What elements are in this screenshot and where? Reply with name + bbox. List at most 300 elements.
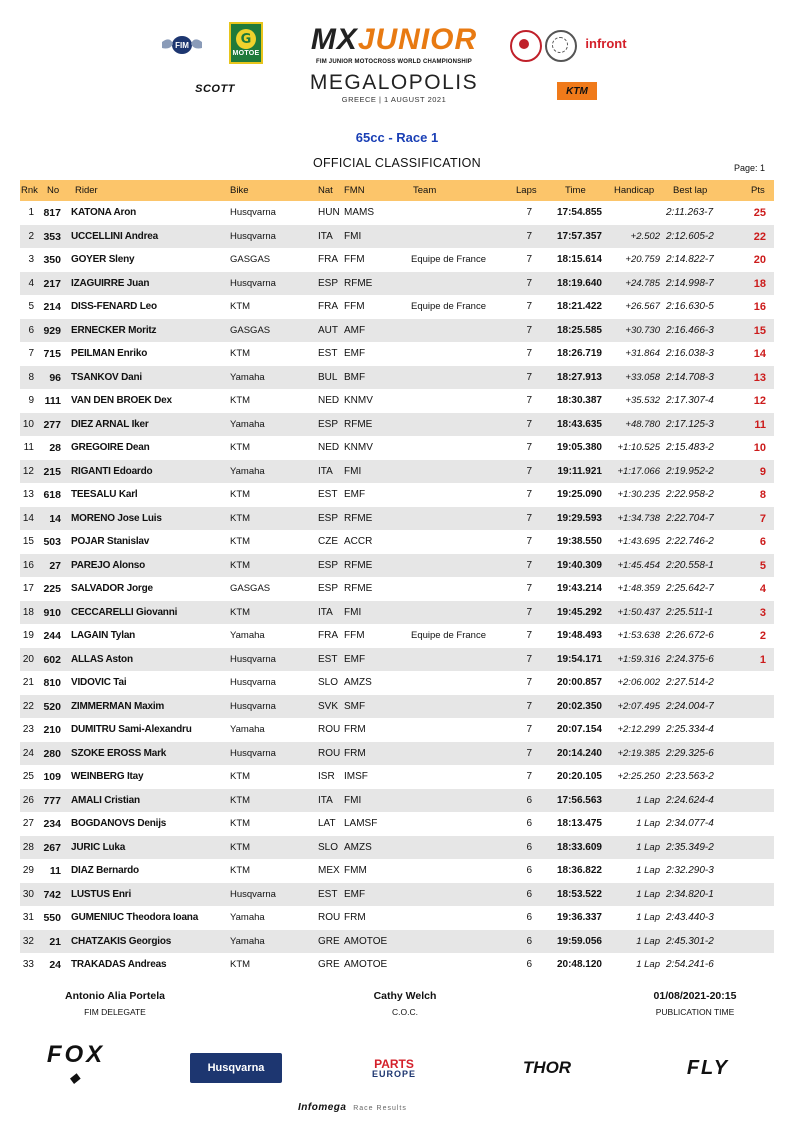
cell-rank: 32 [22,935,34,947]
cell-laps: 7 [526,277,532,289]
cell-bike: KTM [230,606,251,618]
cell-laps: 7 [526,677,532,688]
fox-logo [40,1040,112,1086]
cell-number: 109 [43,771,61,783]
cell-fmn: AMOTOE [344,935,388,947]
cell-handicap: +1:48.359 [617,583,660,594]
cell-rank: 10 [22,418,34,430]
cell-handicap: +33.058 [625,371,660,383]
cell-best-lap: 2:25.642-7 [666,583,714,594]
cell-number: 217 [43,277,61,290]
cell-best-lap: 2:16.038-3 [666,348,714,359]
cell-nationality: SLO [318,841,339,853]
cell-rider: PAREJO Alonso [71,559,146,571]
cell-rank: 30 [22,888,34,900]
cell-rank: 24 [22,747,34,759]
cell-bike: KTM [230,771,251,782]
cell-fmn: FMI [344,794,362,806]
cell-bike: Yamaha [230,724,265,735]
cell-number: 742 [43,888,61,901]
fly-racing-logo [662,1052,754,1084]
cell-time: 19:48.493 [556,630,602,641]
col-no: No [47,185,60,196]
cell-laps: 6 [526,912,532,923]
cell-bike: GASGAS [230,324,271,336]
cell-number: 929 [43,324,61,337]
cell-fmn: EMF [344,489,366,500]
cell-bike: Husqvarna [230,277,276,289]
cell-laps: 7 [526,348,532,359]
cell-fmn: RFME [344,583,373,594]
cell-time: 18:19.640 [556,277,602,289]
cell-number: 550 [43,912,61,924]
cell-bike: Yamaha [230,465,265,477]
cell-number: 817 [43,207,61,219]
cell-best-lap: 2:43.440-3 [666,912,714,923]
cell-rider: ALLAS Aston [71,653,133,665]
table-row [20,695,774,719]
cell-points: 6 [759,536,766,548]
cell-number: 234 [43,818,61,830]
cell-fmn: EMF [344,653,366,665]
cell-handicap: +2:06.002 [617,677,660,688]
cell-rank: 31 [22,912,34,923]
cell-nationality: ESP [318,418,339,430]
cell-handicap: +30.730 [625,324,660,336]
cell-best-lap: 2:54.241-6 [666,959,714,970]
col-rider: Rider [75,185,98,196]
cell-time: 18:36.822 [556,865,602,876]
cell-handicap: +2:12.299 [617,724,660,735]
cell-rider: KATONA Aron [71,207,137,218]
cell-rank: 5 [28,301,34,312]
cell-number: 602 [43,653,61,666]
cell-nationality: AUT [318,324,338,336]
cell-handicap: +2:25.250 [617,771,660,782]
cell-rider: DUMITRU Sami-Alexandru [71,724,192,735]
cell-time: 19:59.056 [556,935,602,947]
ktm-logo [557,82,597,100]
cell-rank: 28 [22,841,34,853]
cell-laps: 7 [526,230,532,242]
cell-nationality: ITA [318,465,333,477]
championship-name: FIM JUNIOR MOTOCROSS WORLD CHAMPIONSHIP [315,59,473,65]
cell-time: 19:36.337 [556,912,602,923]
cell-best-lap: 2:15.483-2 [666,442,714,453]
infomega-footer [298,1102,498,1113]
cell-rider: UCCELLINI Andrea [71,230,158,242]
cell-rank: 14 [22,512,34,524]
cell-handicap: +48.780 [625,418,660,430]
cell-nationality: EST [318,888,338,900]
cell-nationality: NED [318,395,340,406]
cell-laps: 7 [526,324,532,336]
publication-time [630,990,760,1017]
fox-logo-text: FOX [46,1040,106,1068]
cell-laps: 7 [526,418,532,430]
cell-rank: 21 [22,677,34,688]
fim-logo [160,34,204,56]
cell-best-lap: 2:16.466-3 [666,324,714,336]
cell-fmn: SMF [344,700,366,712]
table-row [20,883,774,907]
cell-points: 22 [753,230,766,243]
cell-points: 4 [759,583,766,595]
cell-bike: Yamaha [230,630,265,641]
table-row [20,789,774,813]
cell-time: 20:07.154 [556,724,602,735]
motoe-logo-text: MOTOE [232,50,260,57]
cell-handicap: +1:50.437 [617,606,660,618]
signature-name: Cathy Welch [373,990,437,1002]
fly-logo-text: FLY [686,1056,730,1079]
cell-best-lap: 2:17.307-4 [666,395,714,406]
cell-points: 8 [759,489,766,501]
cell-time: 19:45.292 [556,606,602,618]
table-header [20,180,774,201]
cell-best-lap: 2:17.125-3 [666,418,714,430]
cell-number: 267 [43,841,61,854]
cell-rider: ERNECKER Moritz [71,324,157,336]
cell-best-lap: 2:22.958-2 [666,489,714,500]
cell-handicap: +1:53.638 [617,630,660,641]
cell-laps: 7 [526,700,532,712]
cell-rider: SALVADOR Jorge [71,583,153,594]
cell-nationality: ESP [318,559,339,571]
cell-time: 18:26.719 [556,348,602,359]
cell-rank: 27 [22,818,34,829]
cell-number: 214 [43,301,61,313]
table-row [20,859,774,883]
cell-number: 225 [43,583,61,595]
table-row [20,906,774,930]
cell-best-lap: 2:27.514-2 [666,677,714,688]
cell-rider: GREGOIRE Dean [71,442,150,453]
cell-rider: VAN DEN BROEK Dex [71,395,172,406]
cell-laps: 7 [526,606,532,618]
cell-points: 2 [759,630,766,642]
cell-number: 503 [43,536,61,548]
ktm-logo-text: KTM [566,85,588,97]
cell-points: 1 [759,653,766,666]
cell-nationality: MEX [318,865,340,876]
table-row [20,460,774,484]
cell-fmn: KNMV [344,395,373,406]
cell-fmn: RFME [344,418,373,430]
cell-laps: 7 [526,395,532,406]
cell-number: 14 [49,512,61,525]
cell-points: 16 [753,301,766,313]
cell-bike: KTM [230,559,251,571]
cell-nationality: ITA [318,230,333,242]
cell-laps: 7 [526,442,532,453]
table-row [20,248,774,272]
cell-handicap: +1:30.235 [617,489,660,500]
publication-time-label: PUBLICATION TIME [655,1007,735,1017]
motoe-logo [229,22,263,64]
cell-rider: JURIC Luka [71,841,126,853]
cell-best-lap: 2:16.630-5 [666,301,714,312]
cell-bike: Yamaha [230,912,265,923]
cell-rank: 23 [22,724,34,735]
cell-time: 18:25.585 [556,324,602,336]
cell-number: 277 [43,418,61,431]
cell-time: 19:25.090 [556,489,602,500]
cell-bike: Husqvarna [230,747,276,759]
cell-rider: TSANKOV Dani [71,371,142,383]
cell-number: 810 [43,677,61,689]
cell-laps: 7 [526,371,532,383]
cell-bike: KTM [230,301,251,312]
cell-rank: 29 [22,865,34,876]
cell-nationality: EST [318,348,338,359]
cell-time: 19:40.309 [556,559,602,571]
col-pts: Pts [751,185,765,196]
cell-number: 618 [43,489,61,501]
cell-number: 11 [49,865,61,877]
cell-laps: 7 [526,559,532,571]
cell-nationality: HUN [318,207,340,218]
cell-nationality: SVK [318,700,339,712]
cell-nationality: BUL [318,371,338,383]
fim-logo-text: FIM [175,41,189,50]
cell-time: 18:27.913 [556,371,602,383]
cell-rider: CHATZAKIS Georgios [71,935,172,947]
col-time: Time [565,185,586,196]
cell-rank: 33 [22,959,34,970]
cell-bike: Husqvarna [230,888,276,900]
cell-handicap: 1 Lap [636,888,660,900]
cell-rank: 13 [22,489,34,500]
cell-best-lap: 2:24.624-4 [666,794,714,806]
cell-fmn: FRM [344,912,366,923]
cell-rank: 17 [22,583,34,594]
cell-handicap: 1 Lap [636,935,660,947]
infront-logo-text: infront [585,35,627,51]
signature-role: C.O.C. [392,1007,418,1017]
cell-time: 18:21.422 [556,301,602,312]
cell-time: 17:56.563 [556,794,602,806]
cell-team: Equipe de France [411,254,486,265]
cell-best-lap: 2:14.822-7 [666,254,714,265]
cell-laps: 7 [526,747,532,759]
cell-points: 9 [759,465,766,478]
cell-points: 15 [753,324,766,337]
cell-rider: MORENO Jose Luis [71,512,162,524]
col-handicap: Handicap [614,185,655,196]
cell-handicap: +1:59.316 [617,653,660,665]
cell-bike: Husqvarna [230,700,276,712]
classification-table-body [20,201,774,977]
col-team: Team [413,185,437,196]
cell-nationality: CZE [318,536,338,547]
cell-fmn: AMOTOE [344,959,388,970]
cell-laps: 7 [526,724,532,735]
table-row [20,201,774,225]
cell-time: 18:53.522 [556,888,602,900]
cell-time: 19:43.214 [556,583,602,594]
table-row [20,483,774,507]
cell-fmn: FMI [344,230,362,242]
cell-fmn: RFME [344,559,373,571]
cell-handicap: 1 Lap [636,865,660,876]
cell-laps: 7 [526,207,532,218]
cell-fmn: AMZS [344,677,372,688]
cell-nationality: NED [318,442,340,453]
cell-best-lap: 2:20.558-1 [666,559,714,571]
table-row [20,507,774,531]
cell-time: 18:15.614 [556,254,602,265]
cell-rider: CECCARELLI Giovanni [71,606,178,618]
cell-best-lap: 2:34.820-1 [666,888,714,900]
event-location-date: GREECE | 1 AUGUST 2021 [341,95,447,104]
cell-handicap: +26.567 [625,301,660,312]
infomega-tagline: Race Results [353,1105,407,1112]
cell-rank: 2 [28,230,34,242]
cell-number: 910 [43,606,61,619]
cell-nationality: FRA [318,630,338,641]
cell-best-lap: 2:32.290-3 [666,865,714,876]
infront-logo [582,33,630,53]
cell-handicap: +1:10.525 [617,442,660,453]
cell-time: 18:30.387 [556,395,602,406]
cell-handicap: +20.759 [625,254,660,265]
motoe-logo-letter: G [236,29,256,49]
cell-number: 777 [43,794,61,807]
table-row [20,953,774,977]
husqvarna-logo [190,1053,282,1083]
fox-head-icon: ◆ [69,1069,83,1085]
cell-points: 14 [753,348,766,360]
cell-laps: 7 [526,301,532,312]
cell-rider: TRAKADAS Andreas [71,959,167,970]
cell-best-lap: 2:19.952-2 [666,465,714,477]
cell-points: 3 [759,606,766,619]
cell-bike: KTM [230,536,251,547]
cell-handicap: +2:19.385 [617,747,660,759]
cell-time: 19:11.921 [557,465,602,477]
cell-laps: 6 [526,818,532,829]
cell-handicap: 1 Lap [636,818,660,829]
cell-number: 715 [43,348,61,360]
cell-points: 5 [759,559,766,572]
cell-fmn: FRM [344,747,366,759]
cell-handicap: 1 Lap [636,912,660,923]
cell-rank: 19 [22,630,34,641]
cell-rider: ZIMMERMAN Maxim [71,700,165,712]
col-nat: Nat [318,185,333,196]
cell-points: 20 [753,254,766,266]
cell-time: 18:13.475 [556,818,602,829]
cell-rank: 7 [28,348,34,359]
cell-fmn: FMI [344,606,362,618]
cell-bike: Husqvarna [230,653,276,665]
cell-time: 18:43.635 [556,418,602,430]
cell-rider: AMALI Cristian [71,794,140,806]
cell-rank: 25 [22,771,34,782]
cell-time: 20:02.350 [556,700,602,712]
table-row [20,577,774,601]
cell-points: 10 [753,442,766,454]
europe-logo-text: EUROPE [371,1068,416,1079]
cell-rider: TEESALU Karl [71,489,138,500]
cell-handicap: +2.502 [630,230,660,242]
junior-wordmark: JUNIOR [357,23,478,56]
table-row [20,812,774,836]
cell-bike: KTM [230,959,251,970]
cell-points: 11 [754,418,766,431]
cell-fmn: FMI [344,465,362,477]
cell-nationality: ROU [318,724,341,735]
cell-handicap: +2:07.495 [617,700,660,712]
cell-number: 244 [43,630,61,642]
table-row [20,530,774,554]
cell-number: 111 [44,395,61,407]
cell-fmn: FFM [344,301,365,312]
table-row [20,436,774,460]
cell-rank: 4 [28,277,34,289]
cell-number: 350 [43,254,61,266]
table-row [20,765,774,789]
cell-bike: Husqvarna [230,677,276,688]
cell-time: 17:54.855 [556,207,602,218]
municipality-seal-icon [545,30,577,62]
cell-bike: KTM [230,794,251,806]
cell-nationality: GRE [318,959,340,970]
cell-fmn: LAMSF [344,818,378,829]
event-name: MEGALOPOLIS [309,71,479,94]
cell-time: 19:38.550 [556,536,602,547]
cell-number: 353 [43,230,61,243]
cell-laps: 6 [526,794,532,806]
husqvarna-logo-text: Husqvarna [207,1062,265,1074]
cell-rank: 15 [22,536,34,547]
signature-name: Antonio Alia Portela [65,990,165,1002]
cell-bike: GASGAS [230,254,271,265]
cell-best-lap: 2:25.334-4 [666,724,714,735]
cell-best-lap: 2:24.004-7 [666,700,714,712]
table-row [20,718,774,742]
cell-time: 17:57.357 [556,230,602,242]
mx-wordmark: MX [310,23,358,56]
fim-wings-icon [160,34,204,56]
cell-handicap: +1:43.695 [617,536,660,547]
cell-points: 25 [753,207,766,219]
cell-fmn: FFM [344,630,365,641]
cell-rank: 3 [28,254,34,265]
cell-handicap: +1:17.066 [617,465,660,477]
cell-rider: WEINBERG Itay [71,771,144,782]
cell-best-lap: 2:12.605-2 [666,230,714,242]
cell-rider: DIAZ Bernardo [71,865,139,876]
cell-number: 96 [49,371,61,384]
cell-time: 19:05.380 [556,442,602,453]
cell-fmn: IMSF [344,771,368,782]
cell-handicap: +1:34.738 [617,512,660,524]
cell-nationality: ITA [318,794,333,806]
cell-bike: KTM [230,841,251,853]
cell-rank: 11 [23,442,34,453]
table-row [20,413,774,437]
col-laps: Laps [516,185,537,196]
table-row [20,225,774,249]
cell-rider: IZAGUIRRE Juan [71,277,150,289]
cell-laps: 7 [526,771,532,782]
cell-bike: Yamaha [230,935,265,947]
federation-seal-icon [510,30,542,62]
cell-bike: GASGAS [230,583,271,594]
cell-nationality: ESP [318,277,339,289]
